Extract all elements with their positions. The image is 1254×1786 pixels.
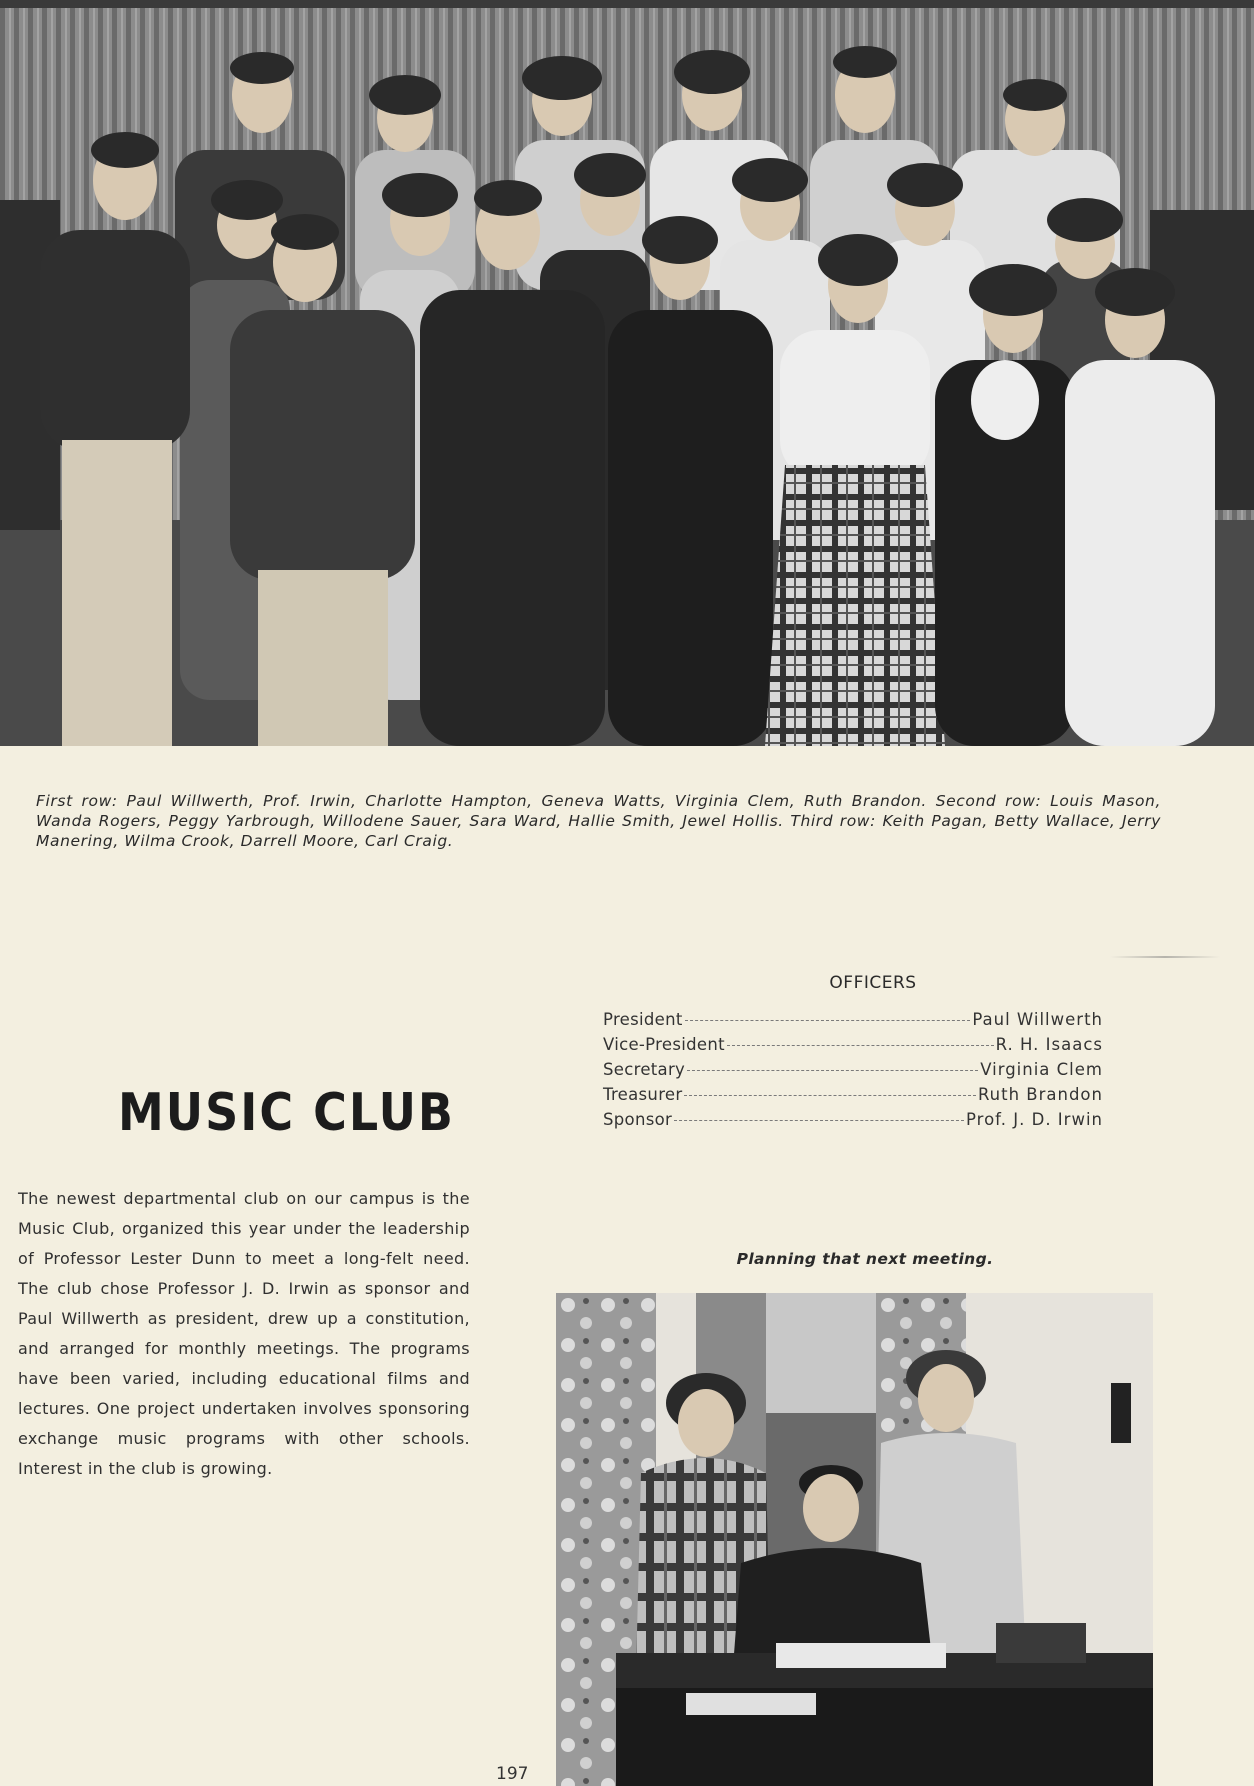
officer-name: Prof. J. D. Irwin — [965, 1110, 1103, 1129]
officer-row — [603, 1032, 1103, 1057]
leader-dots — [685, 1020, 971, 1021]
group-photo — [0, 0, 1254, 746]
page-title: MUSIC CLUB — [118, 1082, 455, 1143]
officer-name: R. H. Isaacs — [995, 1035, 1103, 1054]
leader-dots — [687, 1070, 978, 1071]
officer-role: Sponsor — [603, 1110, 673, 1129]
edge-mark — [1110, 956, 1220, 958]
page-number: 197 — [496, 1764, 529, 1784]
officer-name: Ruth Brandon — [977, 1085, 1103, 1104]
desk-photo-caption: Planning that next meeting. — [736, 1250, 994, 1268]
officer-role: Treasurer — [603, 1085, 683, 1104]
desk-photo — [556, 1293, 1153, 1786]
officers-heading: OFFICERS — [829, 973, 917, 993]
officer-name: Virginia Clem — [980, 1060, 1103, 1079]
officer-row — [603, 1057, 1103, 1082]
officer-role: President — [603, 1010, 683, 1029]
officer-name: Paul Willwerth — [972, 1010, 1103, 1029]
leader-dots — [674, 1120, 964, 1121]
officers-panel — [603, 973, 1103, 1132]
officer-row — [603, 1007, 1103, 1032]
leader-dots — [684, 1095, 975, 1096]
officer-row — [603, 1107, 1103, 1132]
group-photo-caption: First row: Paul Willwerth, Prof. Irwin, Charlotte Hampton, Geneva Watts, Virginia Clem, Ruth Brandon. Second row: Louis Mason, Wanda Rogers, Peggy Yarbrough, Willodene Sauer, Sara Ward, Hallie Smith, Jewel Hollis. Third row: Keith Pagan, Betty Wallace, Jerry Manering, Wilma Crook, Darrell Moore, Carl Craig. — [36, 792, 1161, 850]
officer-role: Secretary — [603, 1060, 686, 1079]
leader-dots — [727, 1045, 994, 1046]
officer-row — [603, 1082, 1103, 1107]
officer-role: Vice-President — [603, 1035, 725, 1054]
article-body: The newest departmental club on our campus is the Music Club, organized this year under the leadership of Professor Lester Dunn to meet a long-felt need. The club chose Professor J. D. Irwin as sponsor and Paul Willwerth as president, drew up a constitution, and arranged for monthly meetings. The programs have been varied, including educational films and lectures. One project undertaken involves sponsoring exchange music programs with other schools. Interest in the club is growing. — [18, 1189, 470, 1478]
